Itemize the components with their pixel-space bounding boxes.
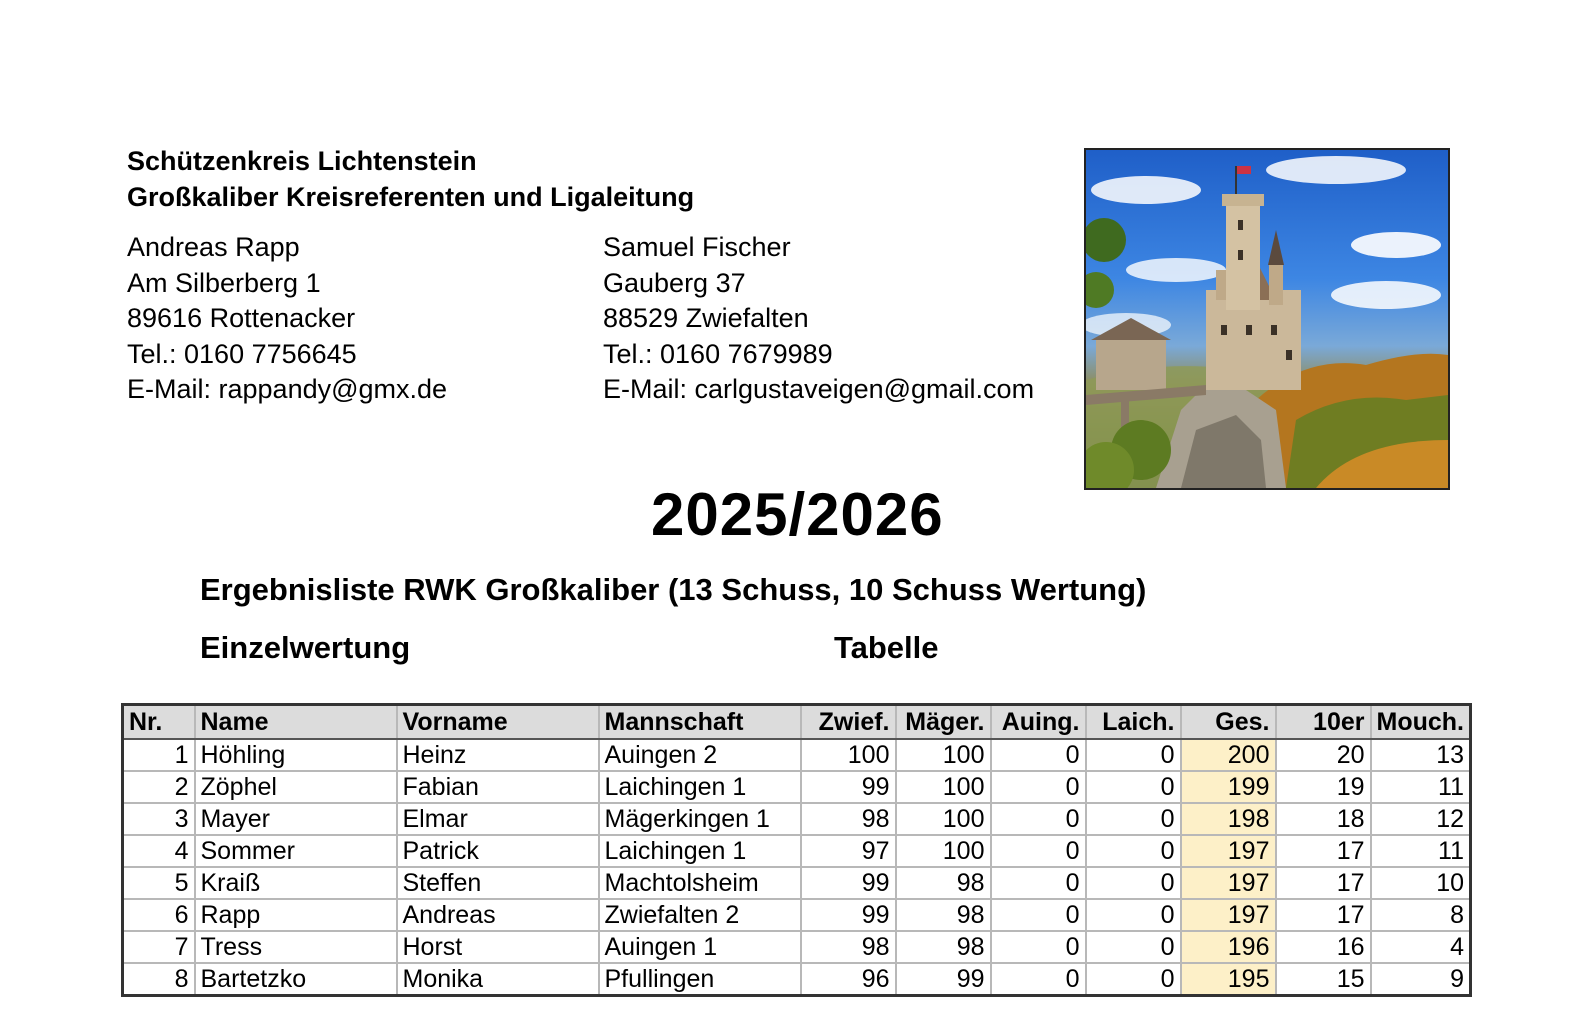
cell-auing: 0 [991,931,1086,963]
cell-nr: 1 [123,739,195,771]
cell-vorname: Horst [397,931,599,963]
contact-street: Am Silberberg 1 [127,267,321,298]
organization-header [127,143,694,215]
cell-maeger: 98 [896,931,991,963]
cell-name: Höhling [195,739,397,771]
cell-auing: 0 [991,739,1086,771]
cell-laich: 0 [1086,835,1181,867]
table-row [123,739,1471,771]
cell-zwief: 99 [801,899,896,931]
table-row [123,899,1471,931]
cell-maeger: 98 [896,899,991,931]
cell-10er: 17 [1276,867,1371,899]
cell-nr: 5 [123,867,195,899]
cell-zwief: 100 [801,739,896,771]
cell-mannschaft: Auingen 2 [599,739,801,771]
contact-city: 89616 Rottenacker [127,303,356,333]
cell-10er: 17 [1276,899,1371,931]
cell-laich: 0 [1086,963,1181,996]
cell-laich: 0 [1086,739,1181,771]
col-ges: Ges. [1181,705,1276,740]
cell-laich: 0 [1086,931,1181,963]
contact-block-rapp [127,230,447,408]
cell-nr: 3 [123,803,195,835]
cell-10er: 17 [1276,835,1371,867]
table-row [123,931,1471,963]
castle-illustration [1086,150,1448,488]
cell-nr: 8 [123,963,195,996]
cell-10er: 18 [1276,803,1371,835]
cell-auing: 0 [991,899,1086,931]
cell-nr: 2 [123,771,195,803]
cell-ges: 197 [1181,867,1276,899]
cell-10er: 19 [1276,771,1371,803]
col-auing: Auing. [991,705,1086,740]
cell-ges: 197 [1181,835,1276,867]
cell-name: Kraiß [195,867,397,899]
col-mannschaft: Mannschaft [599,705,801,740]
col-10er: 10er [1276,705,1371,740]
cell-maeger: 100 [896,835,991,867]
col-laich: Laich. [1086,705,1181,740]
table-row [123,803,1471,835]
cell-auing: 0 [991,963,1086,996]
cell-name: Sommer [195,835,397,867]
cell-mannschaft: Auingen 1 [599,931,801,963]
cell-mouch: 4 [1371,931,1471,963]
results-table-body [123,739,1471,996]
cell-auing: 0 [991,803,1086,835]
contact-city: 88529 Zwiefalten [603,303,809,333]
contact-name: Andreas Rapp [127,232,300,262]
cell-10er: 16 [1276,931,1371,963]
cell-ges: 197 [1181,899,1276,931]
col-nr: Nr. [123,705,195,740]
contact-phone: Tel.: 0160 7679989 [603,338,833,369]
results-table [121,703,1472,997]
cell-mannschaft: Laichingen 1 [599,771,801,803]
cell-auing: 0 [991,867,1086,899]
cell-mannschaft: Zwiefalten 2 [599,899,801,931]
table-row [123,771,1471,803]
cell-vorname: Elmar [397,803,599,835]
contact-name: Samuel Fischer [603,232,791,262]
cell-maeger: 99 [896,963,991,996]
cell-name: Tress [195,931,397,963]
cell-mouch: 10 [1371,867,1471,899]
col-zwief: Zwief. [801,705,896,740]
contact-block-fischer [603,230,1034,408]
cell-name: Zöphel [195,771,397,803]
cell-mouch: 11 [1371,771,1471,803]
cell-zwief: 99 [801,771,896,803]
cell-laich: 0 [1086,867,1181,899]
cell-maeger: 100 [896,739,991,771]
cell-name: Rapp [195,899,397,931]
section-single-ranking: Einzelwertung [200,630,411,665]
cell-ges: 198 [1181,803,1276,835]
castle-photo [1084,148,1450,490]
col-vorname: Vorname [397,705,599,740]
contact-street: Gauberg 37 [603,267,746,298]
cell-zwief: 96 [801,963,896,996]
cell-mannschaft: Laichingen 1 [599,835,801,867]
cell-laich: 0 [1086,803,1181,835]
cell-vorname: Monika [397,963,599,996]
result-list-title: Ergebnisliste RWK Großkaliber (13 Schuss, 10 Schuss Wertung) [200,572,1147,607]
cell-vorname: Andreas [397,899,599,931]
cell-10er: 15 [1276,963,1371,996]
cell-auing: 0 [991,771,1086,803]
cell-maeger: 100 [896,771,991,803]
table-header-row [123,705,1471,740]
cell-ges: 199 [1181,771,1276,803]
cell-zwief: 97 [801,835,896,867]
cell-name: Mayer [195,803,397,835]
cell-zwief: 98 [801,931,896,963]
cell-vorname: Steffen [397,867,599,899]
col-maeger: Mäger. [896,705,991,740]
cell-10er: 20 [1276,739,1371,771]
cell-mannschaft: Machtolsheim [599,867,801,899]
cell-vorname: Fabian [397,771,599,803]
contact-phone: Tel.: 0160 7756645 [127,338,357,369]
table-row [123,867,1471,899]
col-name: Name [195,705,397,740]
cell-laich: 0 [1086,899,1181,931]
cell-mouch: 11 [1371,835,1471,867]
cell-vorname: Patrick [397,835,599,867]
cell-mannschaft: Mägerkingen 1 [599,803,801,835]
cell-nr: 6 [123,899,195,931]
table-row [123,963,1471,996]
cell-maeger: 98 [896,867,991,899]
organization-name: Schützenkreis Lichtenstein [127,146,477,176]
cell-ges: 200 [1181,739,1276,771]
cell-ges: 196 [1181,931,1276,963]
cell-vorname: Heinz [397,739,599,771]
cell-auing: 0 [991,835,1086,867]
cell-maeger: 100 [896,803,991,835]
cell-mouch: 13 [1371,739,1471,771]
cell-mouch: 9 [1371,963,1471,996]
cell-zwief: 99 [801,867,896,899]
contact-email: E-Mail: rappandy@gmx.de [127,374,448,404]
table-row [123,835,1471,867]
col-mouch: Mouch. [1371,705,1471,740]
cell-zwief: 98 [801,803,896,835]
season-title: 2025/2026 [651,481,944,548]
contact-email: E-Mail: carlgustaveigen@gmail.com [603,374,1035,404]
cell-mouch: 8 [1371,899,1471,931]
organization-department: Großkaliber Kreisreferenten und Ligaleitung [127,182,695,212]
cell-ges: 195 [1181,963,1276,996]
cell-laich: 0 [1086,771,1181,803]
cell-name: Bartetzko [195,963,397,996]
cell-nr: 4 [123,835,195,867]
section-table: Tabelle [834,630,939,665]
cell-mannschaft: Pfullingen [599,963,801,996]
cell-nr: 7 [123,931,195,963]
cell-mouch: 12 [1371,803,1471,835]
